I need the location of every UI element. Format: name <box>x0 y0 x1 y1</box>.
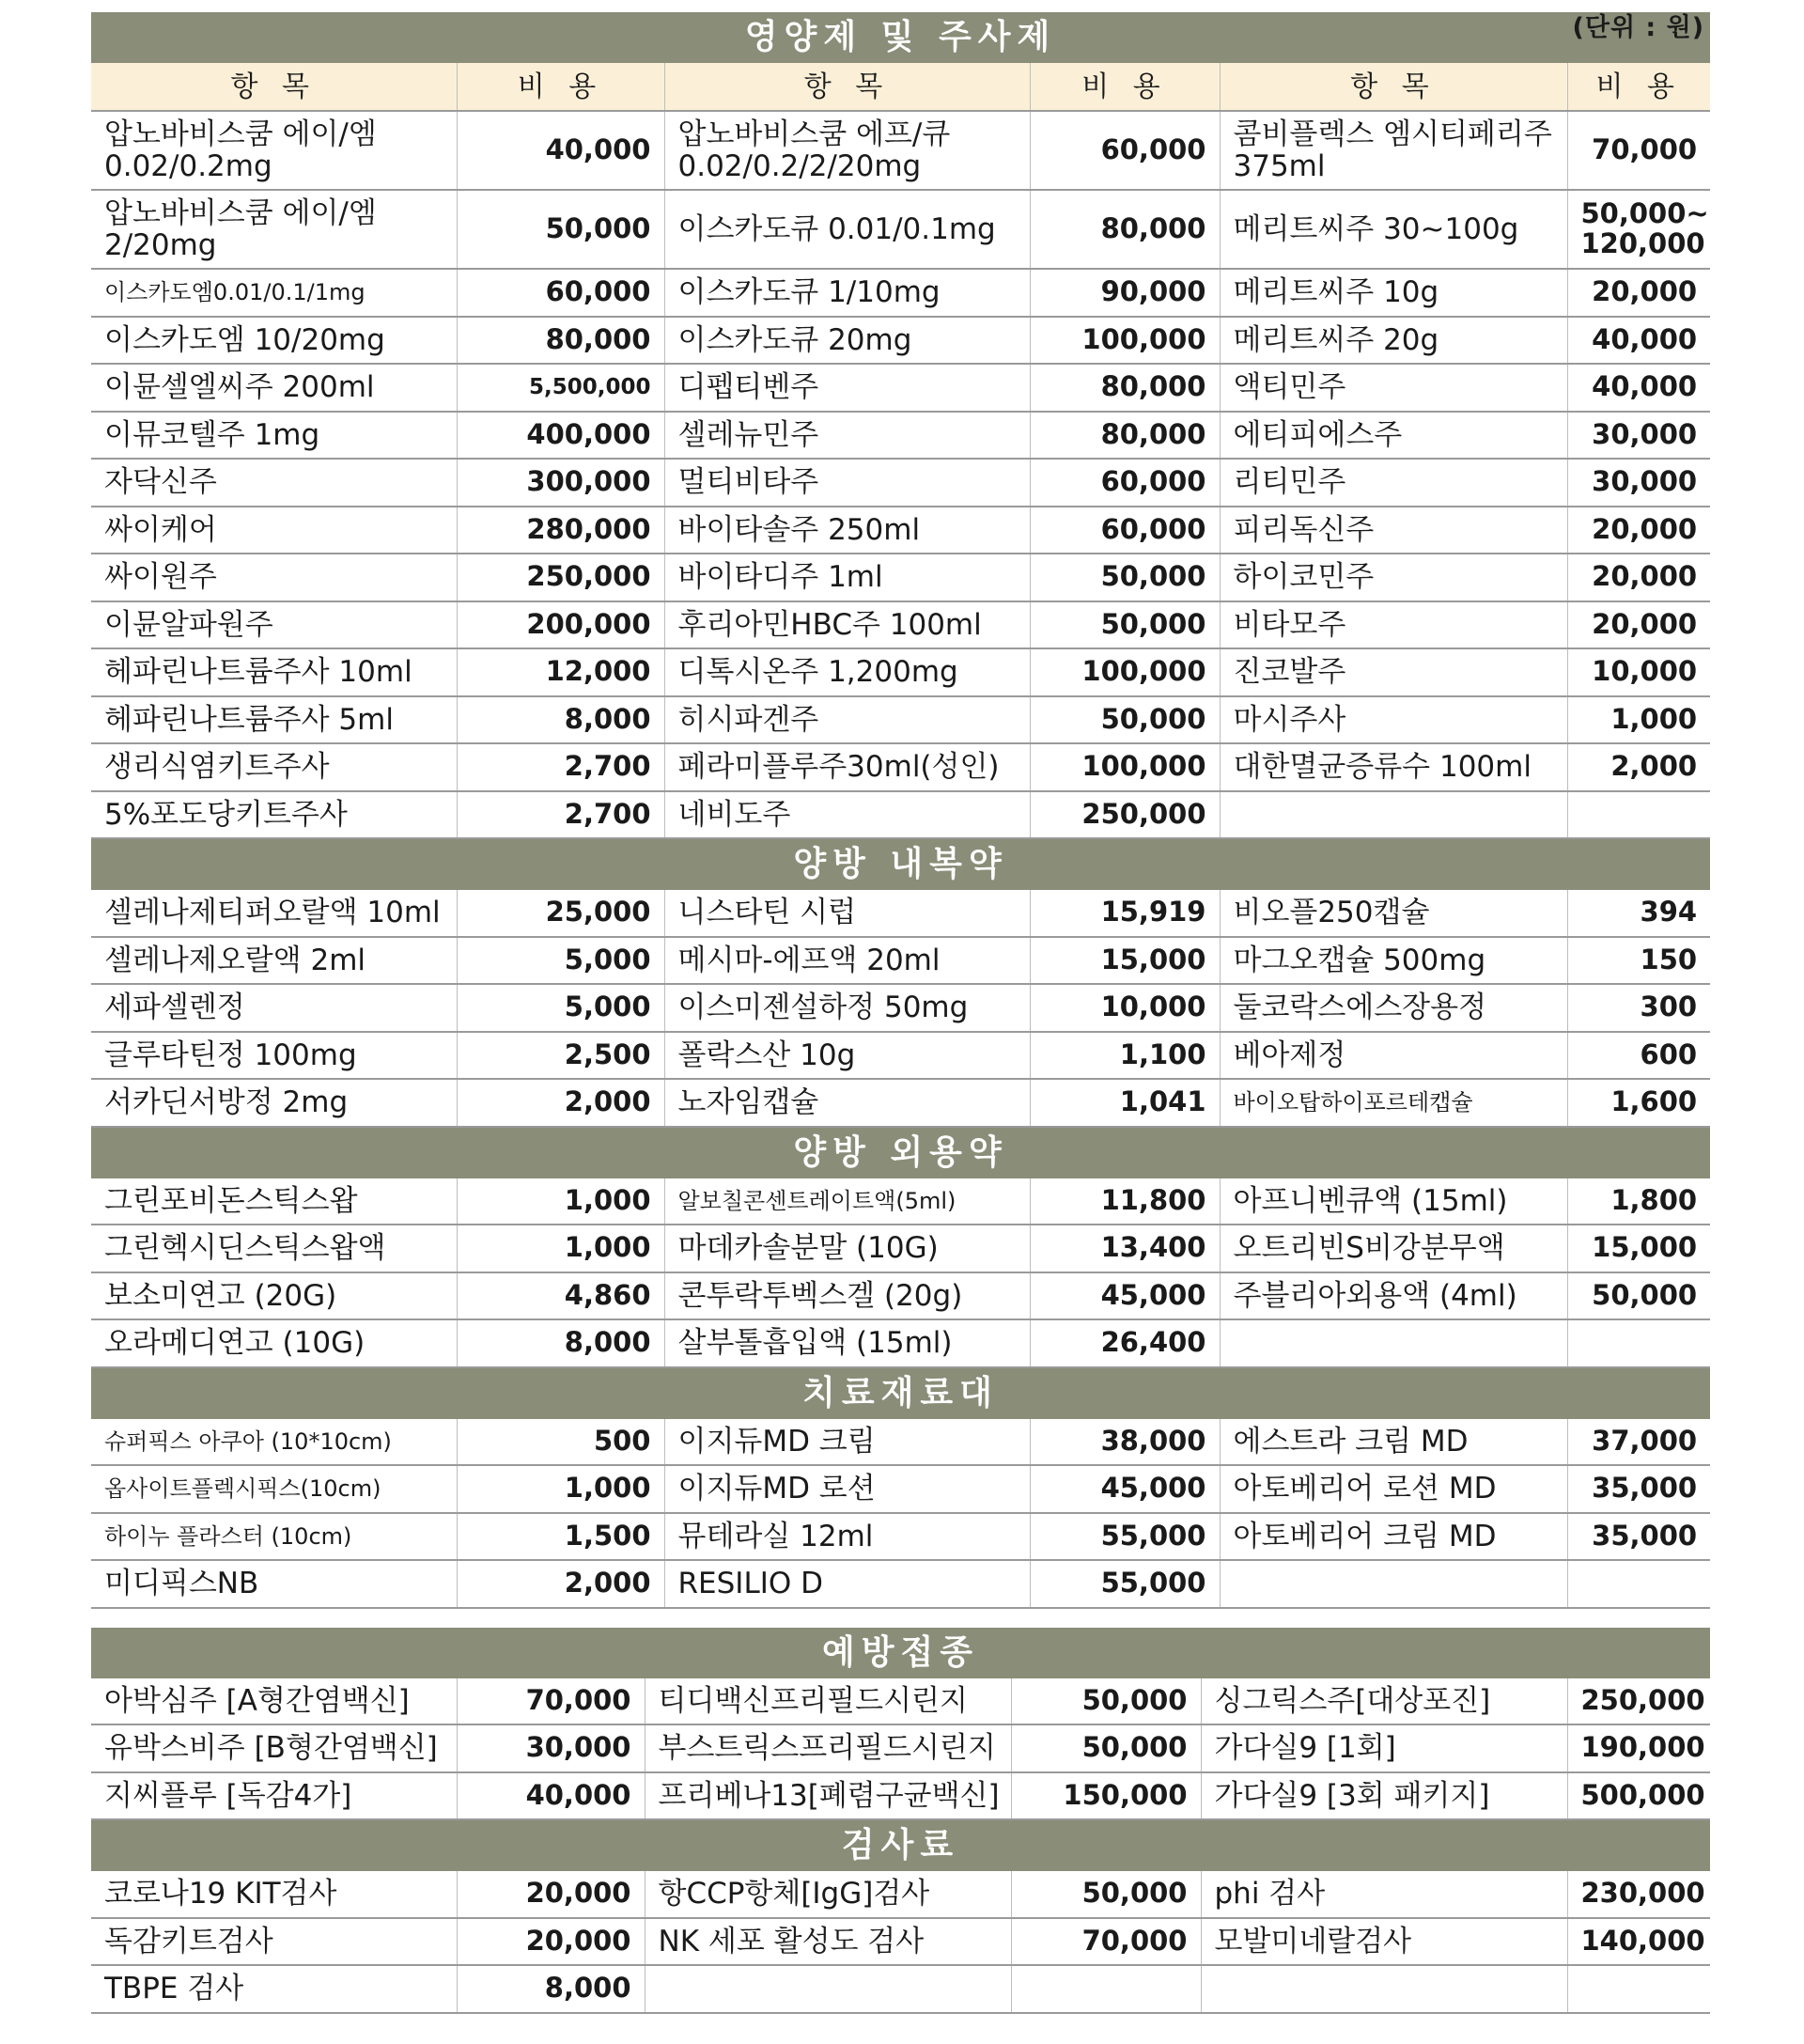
table-row <box>91 317 1710 365</box>
item-name: 미디픽스NB <box>91 1560 457 1608</box>
item-name: 이지듀MD 로션 <box>664 1465 1030 1513</box>
item-cost: 60,000 <box>1030 111 1220 190</box>
item-name: 싸이원주 <box>91 554 457 601</box>
item-name: 가다실9 [3회 패키지] <box>1201 1772 1567 1820</box>
item-cost: 50,000 <box>1030 554 1220 601</box>
item-cost: 250,000 <box>1567 1678 1710 1725</box>
table-row <box>91 1918 1710 1966</box>
item-cost: 394 <box>1567 890 1710 937</box>
section-header <box>91 838 1710 890</box>
item-name: 노자임캡슐 <box>664 1079 1030 1127</box>
item-cost: 1,000 <box>457 1178 664 1225</box>
item-cost: 30,000 <box>457 1724 645 1772</box>
item-cost: 500 <box>457 1419 664 1466</box>
item-cost: 25,000 <box>457 890 664 937</box>
item-name: 싸이케어 <box>91 507 457 554</box>
item-name: 니스타틴 시럽 <box>664 890 1030 937</box>
item-cost: 150,000 <box>1011 1772 1201 1820</box>
table-row <box>91 554 1710 601</box>
item-name: 그린포비돈스틱스왑 <box>91 1178 457 1225</box>
item-name: 에스트라 크림 MD <box>1220 1419 1567 1466</box>
price-table-vaccine-test <box>91 1628 1710 2014</box>
item-name: 이뮨알파원주 <box>91 601 457 649</box>
item-cost: 100,000 <box>1030 317 1220 365</box>
item-cost <box>1567 791 1710 839</box>
item-cost: 50,000 <box>457 190 664 269</box>
item-cost: 11,800 <box>1030 1178 1220 1225</box>
item-cost: 60,000 <box>1030 459 1220 507</box>
item-name: 아토베리어 로션 MD <box>1220 1465 1567 1513</box>
item-name <box>645 1965 1011 2013</box>
item-cost: 5,000 <box>457 937 664 985</box>
item-cost: 1,000 <box>457 1225 664 1272</box>
item-name: RESILIO D <box>664 1560 1030 1608</box>
item-name: 자닥신주 <box>91 459 457 507</box>
item-name <box>1220 1560 1567 1608</box>
item-cost: 30,000 <box>1567 412 1710 460</box>
item-name: 알보칠콘센트레이트액(5ml) <box>664 1178 1030 1225</box>
item-cost: 80,000 <box>1030 364 1220 412</box>
table-row <box>91 743 1710 791</box>
section-header <box>91 1819 1710 1871</box>
section-title-text: 영양제 및 주사제 <box>744 18 1057 57</box>
table-row <box>91 1032 1710 1080</box>
item-cost: 30,000 <box>1567 459 1710 507</box>
item-name: 세파셀렌정 <box>91 984 457 1032</box>
item-name: 이스카도큐 1/10mg <box>664 269 1030 317</box>
item-name: 그린헥시딘스틱스왑액 <box>91 1225 457 1272</box>
item-name: 가다실9 [1회] <box>1201 1724 1567 1772</box>
item-name: 코로나19 KIT검사 <box>91 1871 457 1918</box>
section-header <box>91 1628 1710 1678</box>
table-row <box>91 269 1710 317</box>
column-header-item: 항 목 <box>1220 63 1567 111</box>
item-cost: 80,000 <box>457 317 664 365</box>
section-title: 검사료 <box>91 1819 1710 1871</box>
item-name: 마그오캡슐 500mg <box>1220 937 1567 985</box>
item-cost: 15,000 <box>1030 937 1220 985</box>
item-cost: 2,000 <box>457 1560 664 1608</box>
item-name: 헤파린나트륨주사 5ml <box>91 696 457 744</box>
item-name: 마데카솔분말 (10G) <box>664 1225 1030 1272</box>
item-name: 리티민주 <box>1220 459 1567 507</box>
section-title: 예방접종 <box>91 1628 1710 1678</box>
item-name: 디톡시온주 1,200mg <box>664 648 1030 696</box>
item-name: 압노바비스쿰 에프/큐 0.02/0.2/2/20mg <box>664 111 1030 190</box>
section-header <box>91 1367 1710 1419</box>
item-name: 메리트씨주 20g <box>1220 317 1567 365</box>
item-name: 폴락스산 10g <box>664 1032 1030 1080</box>
item-name: 비타모주 <box>1220 601 1567 649</box>
item-name: 서카딘서방정 2mg <box>91 1079 457 1127</box>
item-cost: 140,000 <box>1567 1918 1710 1966</box>
table-row <box>91 1079 1710 1127</box>
item-cost: 40,000 <box>1567 317 1710 365</box>
section-header <box>91 1127 1710 1178</box>
item-name: 살부톨흡입액 (15ml) <box>664 1319 1030 1367</box>
item-name: 메리트씨주 30~100g <box>1220 190 1567 269</box>
item-name: 아박심주 [A형간염백신] <box>91 1678 457 1725</box>
item-cost: 100,000 <box>1030 648 1220 696</box>
table-row <box>91 1965 1710 2013</box>
item-cost: 300 <box>1567 984 1710 1032</box>
table-row <box>91 507 1710 554</box>
item-cost: 1,600 <box>1567 1079 1710 1127</box>
item-cost: 2,700 <box>457 743 664 791</box>
table-row <box>91 1225 1710 1272</box>
item-cost: 70,000 <box>1567 111 1710 190</box>
item-cost: 55,000 <box>1030 1513 1220 1561</box>
item-cost: 50,000 <box>1011 1724 1201 1772</box>
item-cost <box>1011 1965 1201 2013</box>
item-name: 옵사이트플렉시픽스(10cm) <box>91 1465 457 1513</box>
item-name: 이지듀MD 크림 <box>664 1419 1030 1466</box>
item-name: 이스미젠설하정 50mg <box>664 984 1030 1032</box>
item-name: 둘코락스에스장용정 <box>1220 984 1567 1032</box>
item-cost: 50,000~ 120,000 <box>1567 190 1710 269</box>
item-cost: 55,000 <box>1030 1560 1220 1608</box>
item-name: 디펩티벤주 <box>664 364 1030 412</box>
item-name: 후리아민HBC주 100ml <box>664 601 1030 649</box>
item-cost: 50,000 <box>1030 601 1220 649</box>
item-cost: 4,860 <box>457 1272 664 1320</box>
price-table-main <box>91 12 1710 1609</box>
item-name: 하이코민주 <box>1220 554 1567 601</box>
item-cost: 15,000 <box>1567 1225 1710 1272</box>
column-header-item: 항 목 <box>664 63 1030 111</box>
item-name: 부스트릭스프리필드시린지 <box>645 1724 1011 1772</box>
item-cost: 280,000 <box>457 507 664 554</box>
item-name: 주블리아외용액 (4ml) <box>1220 1272 1567 1320</box>
item-cost: 1,041 <box>1030 1079 1220 1127</box>
item-cost: 50,000 <box>1011 1871 1201 1918</box>
item-name: 항CCP항체[IgG]검사 <box>645 1871 1011 1918</box>
item-name: 에티피에스주 <box>1220 412 1567 460</box>
item-name: 슈퍼픽스 아쿠아 (10*10cm) <box>91 1419 457 1466</box>
table-row <box>91 890 1710 937</box>
table-row <box>91 1724 1710 1772</box>
item-cost <box>1567 1319 1710 1367</box>
item-cost: 20,000 <box>457 1918 645 1966</box>
item-name: 헤파린나트륨주사 10ml <box>91 648 457 696</box>
item-cost: 50,000 <box>1567 1272 1710 1320</box>
item-cost: 38,000 <box>1030 1419 1220 1466</box>
item-name: 뮤테라실 12ml <box>664 1513 1030 1561</box>
item-cost: 5,500,000 <box>457 364 664 412</box>
item-name: 이스카도큐 0.01/0.1mg <box>664 190 1030 269</box>
item-name: 이뮤코텔주 1mg <box>91 412 457 460</box>
item-cost: 12,000 <box>457 648 664 696</box>
item-name: 지씨플루 [독감4가] <box>91 1772 457 1820</box>
table-row <box>91 1319 1710 1367</box>
item-cost: 5,000 <box>457 984 664 1032</box>
item-cost: 8,000 <box>457 1319 664 1367</box>
item-name: 페라미플루주30ml(성인) <box>664 743 1030 791</box>
item-cost: 150 <box>1567 937 1710 985</box>
item-cost: 13,400 <box>1030 1225 1220 1272</box>
column-header-row <box>91 63 1710 111</box>
item-cost: 40,000 <box>1567 364 1710 412</box>
item-name: 셀레나제티퍼오랄액 10ml <box>91 890 457 937</box>
table-row <box>91 459 1710 507</box>
item-cost: 400,000 <box>457 412 664 460</box>
item-cost: 20,000 <box>1567 554 1710 601</box>
item-cost: 2,000 <box>1567 743 1710 791</box>
item-name: 프리베나13[폐렴구균백신] <box>645 1772 1011 1820</box>
item-cost: 250,000 <box>1030 791 1220 839</box>
item-name <box>1220 1319 1567 1367</box>
item-cost: 230,000 <box>1567 1871 1710 1918</box>
item-name: 생리식염키트주사 <box>91 743 457 791</box>
item-name: 이뮨셀엘씨주 200ml <box>91 364 457 412</box>
item-cost: 80,000 <box>1030 412 1220 460</box>
section-header <box>91 12 1710 63</box>
item-cost: 50,000 <box>1030 696 1220 744</box>
item-cost: 500,000 <box>1567 1772 1710 1820</box>
item-name: phi 검사 <box>1201 1871 1567 1918</box>
item-cost: 200,000 <box>457 601 664 649</box>
table-row <box>91 601 1710 649</box>
item-name: 바이타솔주 250ml <box>664 507 1030 554</box>
item-cost: 190,000 <box>1567 1724 1710 1772</box>
section-title: 치료재료대 <box>91 1367 1710 1419</box>
item-cost: 20,000 <box>457 1871 645 1918</box>
item-name: 비오플250캡슐 <box>1220 890 1567 937</box>
table-row <box>91 1560 1710 1608</box>
column-header-cost: 비 용 <box>1567 63 1710 111</box>
section-title: 양방 외용약 <box>91 1127 1710 1178</box>
table-row <box>91 1272 1710 1320</box>
item-cost: 50,000 <box>1011 1678 1201 1725</box>
item-cost: 2,500 <box>457 1032 664 1080</box>
item-cost: 35,000 <box>1567 1513 1710 1561</box>
table-row <box>91 1178 1710 1225</box>
item-cost: 20,000 <box>1567 269 1710 317</box>
item-cost: 100,000 <box>1030 743 1220 791</box>
item-cost: 600 <box>1567 1032 1710 1080</box>
item-cost: 8,000 <box>457 1965 645 2013</box>
item-name: 히시파겐주 <box>664 696 1030 744</box>
item-name: 오트리빈S비강분무액 <box>1220 1225 1567 1272</box>
item-name: 압노바비스쿰 에이/엠 0.02/0.2mg <box>91 111 457 190</box>
item-cost: 45,000 <box>1030 1465 1220 1513</box>
item-name: 메리트씨주 10g <box>1220 269 1567 317</box>
item-cost: 2,000 <box>457 1079 664 1127</box>
item-name: 유박스비주 [B형간염백신] <box>91 1724 457 1772</box>
table-row <box>91 190 1710 269</box>
table-row <box>91 412 1710 460</box>
column-header-item: 항 목 <box>91 63 457 111</box>
item-cost: 70,000 <box>457 1678 645 1725</box>
item-cost: 10,000 <box>1030 984 1220 1032</box>
item-name: NK 세포 활성도 검사 <box>645 1918 1011 1966</box>
item-name: 독감키트검사 <box>91 1918 457 1966</box>
item-cost <box>1567 1560 1710 1608</box>
table-row <box>91 791 1710 839</box>
item-name: 글루타틴정 100mg <box>91 1032 457 1080</box>
column-header-cost: 비 용 <box>1030 63 1220 111</box>
item-cost: 1,000 <box>1567 696 1710 744</box>
item-name: TBPE 검사 <box>91 1965 457 2013</box>
item-name: 아토베리어 크림 MD <box>1220 1513 1567 1561</box>
item-name: 콤비플렉스 엠시티페리주 375ml <box>1220 111 1567 190</box>
item-name: 압노바비스쿰 에이/엠 2/20mg <box>91 190 457 269</box>
item-cost: 80,000 <box>1030 190 1220 269</box>
item-cost: 40,000 <box>457 111 664 190</box>
item-name: 5%포도당키트주사 <box>91 791 457 839</box>
item-cost: 35,000 <box>1567 1465 1710 1513</box>
item-name: 셀레나제오랄액 2ml <box>91 937 457 985</box>
item-cost: 1,100 <box>1030 1032 1220 1080</box>
item-name: 하이누 플라스터 (10cm) <box>91 1513 457 1561</box>
table-row <box>91 1419 1710 1466</box>
item-cost: 250,000 <box>457 554 664 601</box>
item-name: 오라메디연고 (10G) <box>91 1319 457 1367</box>
item-cost: 10,000 <box>1567 648 1710 696</box>
section-title <box>91 12 1710 63</box>
item-cost: 2,700 <box>457 791 664 839</box>
item-name: 마시주사 <box>1220 696 1567 744</box>
item-name: 베아제정 <box>1220 1032 1567 1080</box>
item-name: 싱그릭스주[대상포진] <box>1201 1678 1567 1725</box>
item-cost: 26,400 <box>1030 1319 1220 1367</box>
item-cost: 15,919 <box>1030 890 1220 937</box>
table-row <box>91 984 1710 1032</box>
column-header-cost: 비 용 <box>457 63 664 111</box>
table-row <box>91 111 1710 190</box>
item-name: 셀레뉴민주 <box>664 412 1030 460</box>
table-row <box>91 364 1710 412</box>
item-cost: 1,800 <box>1567 1178 1710 1225</box>
item-name: 티디백신프리필드시린지 <box>645 1678 1011 1725</box>
item-name: 콘투락투벡스겔 (20g) <box>664 1272 1030 1320</box>
item-cost: 90,000 <box>1030 269 1220 317</box>
item-cost: 60,000 <box>1030 507 1220 554</box>
unit-note: (단위 : 원) <box>1572 13 1705 42</box>
item-name: 이스카도큐 20mg <box>664 317 1030 365</box>
table-row <box>91 1513 1710 1561</box>
item-cost: 1,000 <box>457 1465 664 1513</box>
item-name: 바이오탑하이포르테캡슐 <box>1220 1079 1567 1127</box>
item-cost: 45,000 <box>1030 1272 1220 1320</box>
price-list <box>91 12 1710 2014</box>
item-name: 멀티비타주 <box>664 459 1030 507</box>
item-cost: 1,500 <box>457 1513 664 1561</box>
table-row <box>91 1465 1710 1513</box>
item-cost: 300,000 <box>457 459 664 507</box>
table-row <box>91 648 1710 696</box>
item-name: 이스카도엠0.01/0.1/1mg <box>91 269 457 317</box>
item-cost: 20,000 <box>1567 601 1710 649</box>
item-name: 모발미네랄검사 <box>1201 1918 1567 1966</box>
item-name: 아프니벤큐액 (15ml) <box>1220 1178 1567 1225</box>
item-cost <box>1567 1965 1710 2013</box>
table-row <box>91 696 1710 744</box>
item-cost: 8,000 <box>457 696 664 744</box>
item-name: 이스카도엠 10/20mg <box>91 317 457 365</box>
table-row <box>91 1871 1710 1918</box>
item-cost: 20,000 <box>1567 507 1710 554</box>
item-cost: 37,000 <box>1567 1419 1710 1466</box>
table-row <box>91 937 1710 985</box>
item-cost: 40,000 <box>457 1772 645 1820</box>
item-name: 진코발주 <box>1220 648 1567 696</box>
item-cost: 70,000 <box>1011 1918 1201 1966</box>
section-title: 양방 내복약 <box>91 838 1710 890</box>
item-name: 대한멸균증류수 100ml <box>1220 743 1567 791</box>
item-name <box>1201 1965 1567 2013</box>
item-cost: 60,000 <box>457 269 664 317</box>
item-name: 액티민주 <box>1220 364 1567 412</box>
table-row <box>91 1678 1710 1725</box>
table-row <box>91 1772 1710 1820</box>
item-name <box>1220 791 1567 839</box>
item-name: 보소미연고 (20G) <box>91 1272 457 1320</box>
item-name: 네비도주 <box>664 791 1030 839</box>
item-name: 바이타디주 1ml <box>664 554 1030 601</box>
item-name: 메시마-에프액 20ml <box>664 937 1030 985</box>
item-name: 피리독신주 <box>1220 507 1567 554</box>
